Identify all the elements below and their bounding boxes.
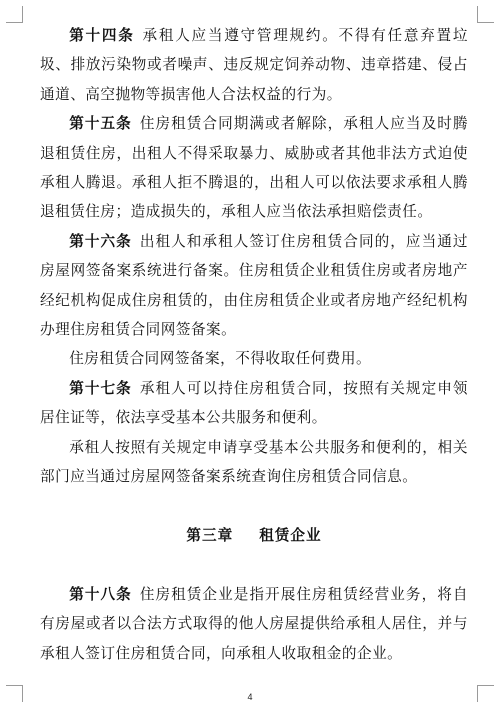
article-text: 出租人和承租人签订住房租赁合同的，应当通过房屋网签备案系统进行备案。住房租赁企业租赁住房或者房地产经纪机构促成住房租赁的，由住房租赁企业或者房地产经纪机构办理住房租赁合同网签备案。 [40, 232, 468, 339]
article-16-continuation [40, 344, 468, 373]
chapter-heading [40, 521, 468, 550]
article-text: 承租人可以持住房租赁合同，按照有关规定申领居住证等，依法享受基本公共服务和便利。 [40, 379, 468, 427]
paragraph-text: 承租人按照有关规定申请享受基本公共服务和便利的，相关部门应当通过房屋网签备案系统查询住房租赁合同信息。 [40, 438, 468, 486]
article-15-paragraph [40, 109, 468, 227]
article-number: 第十五条 [69, 115, 132, 133]
article-text: 住房租赁合同期满或者解除，承租人应当及时腾退租赁住房，出租人不得采取暴力、威胁或者其他非法方式迫使承租人腾退。承租人拒不腾退的，出租人可以依法要求承租人腾退租赁住房；造成损失的，承租人应当依法承担赔偿责任。 [40, 115, 468, 221]
crop-mark-top-left [6, 6, 23, 23]
article-16-paragraph [40, 227, 468, 345]
chapter-number: 第三章 [186, 526, 234, 544]
article-18-paragraph [40, 580, 468, 668]
article-number: 第十四条 [69, 27, 135, 44]
article-text: 承租人应当遵守管理规约。不得有任意弃置垃圾、排放污染物或者噪声、违反规定饲养动物、违章搭建、侵占通道、高空抛物等损害他人合法权益的行为。 [40, 27, 468, 103]
paragraph-text: 住房租赁合同网签备案，不得收取任何费用。 [69, 350, 372, 368]
article-number: 第十八条 [69, 585, 132, 603]
article-17-continuation [40, 433, 468, 492]
article-14-paragraph [40, 21, 468, 109]
crop-mark-top-right [477, 6, 494, 23]
article-17-paragraph [40, 374, 468, 433]
chapter-title: 租赁企业 [259, 526, 322, 544]
page-number: 4 [247, 692, 253, 702]
document-body [40, 21, 468, 668]
article-number: 第十六条 [69, 232, 132, 250]
article-text: 住房租赁企业是指开展住房租赁经营业务，将自有房屋或者以合法方式取得的他人房屋提供给承租人居住，并与承租人签订住房租赁合同，向承租人收取租金的企业。 [40, 585, 468, 662]
article-number: 第十七条 [69, 379, 132, 397]
